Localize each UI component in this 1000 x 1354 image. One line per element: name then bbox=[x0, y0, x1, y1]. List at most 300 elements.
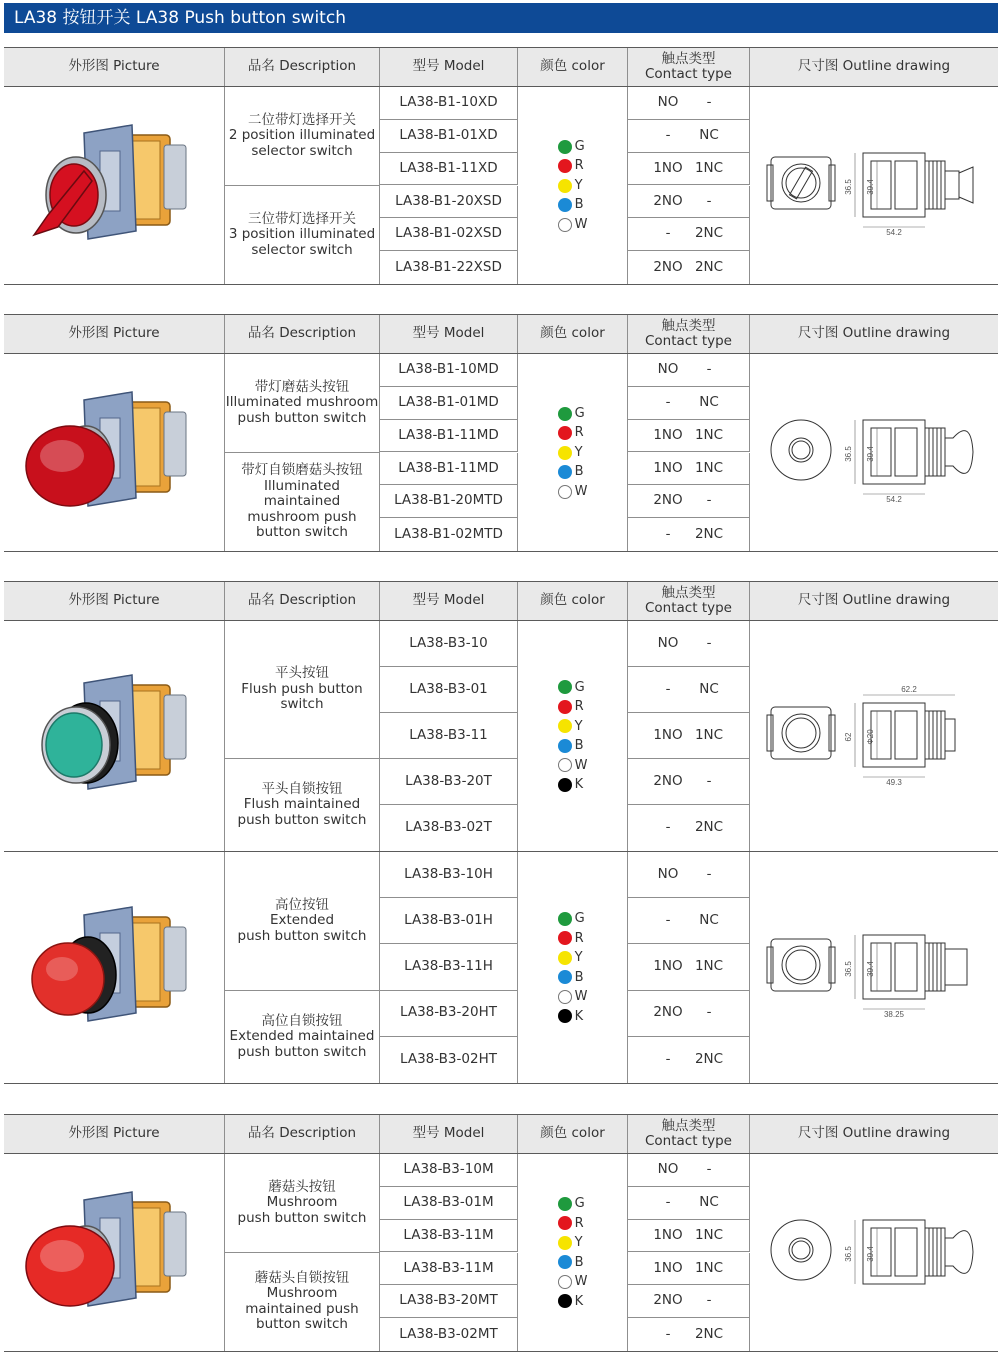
model-cell bbox=[380, 713, 518, 759]
color-code: K bbox=[574, 777, 584, 792]
contact-no: - bbox=[665, 1325, 671, 1342]
model-cell bbox=[380, 667, 518, 713]
outline-cell bbox=[750, 1154, 998, 1351]
contact-cell bbox=[628, 621, 750, 667]
contact-nc: 1NC bbox=[694, 426, 724, 443]
thread-icon bbox=[937, 428, 941, 476]
contact-values bbox=[628, 395, 749, 411]
dim-h2: Φ20 bbox=[866, 729, 875, 745]
description-line: 蘑菇头自锁按钮 bbox=[254, 1269, 350, 1286]
model-cell bbox=[380, 805, 518, 851]
contact-cell bbox=[628, 1253, 750, 1286]
header-model bbox=[380, 1115, 518, 1153]
contact-cell bbox=[628, 852, 750, 898]
contact-values bbox=[628, 428, 749, 444]
thread-icon bbox=[925, 943, 929, 991]
color-cell bbox=[518, 621, 628, 851]
color-code: W bbox=[574, 757, 588, 773]
header-outline bbox=[750, 1115, 998, 1153]
terminal-icon bbox=[164, 1212, 186, 1276]
terminal-icon bbox=[164, 695, 186, 759]
description-line: 2 position illuminated bbox=[228, 127, 376, 143]
contact-values bbox=[628, 1327, 749, 1343]
contact-nc: - bbox=[706, 772, 712, 789]
spec-table-2 bbox=[4, 314, 998, 551]
model-cell bbox=[380, 1187, 518, 1220]
picture-cell bbox=[4, 87, 225, 284]
color-code: W bbox=[574, 483, 588, 499]
thread-icon bbox=[933, 943, 937, 991]
description-text bbox=[230, 1014, 375, 1061]
color-option bbox=[558, 1009, 584, 1025]
color-list bbox=[558, 911, 588, 1024]
model-number: LA38-B3-02HT bbox=[400, 1051, 497, 1068]
description-line: 平头自锁按钮 bbox=[261, 780, 343, 797]
model-cell bbox=[380, 87, 518, 120]
contact-values bbox=[628, 774, 749, 790]
color-code: W bbox=[574, 989, 588, 1004]
dim-h1: 36.5 bbox=[844, 178, 853, 195]
color-dot-icon bbox=[558, 159, 572, 173]
spec-table-5 bbox=[4, 1114, 998, 1351]
color-list bbox=[558, 1196, 588, 1309]
front-bezel-icon bbox=[782, 164, 820, 202]
front-view-icon bbox=[771, 939, 831, 991]
description-line: Mushroom bbox=[266, 1194, 338, 1210]
description-line: mushroom push bbox=[247, 508, 357, 525]
color-dot-icon bbox=[558, 990, 572, 1004]
contact-values bbox=[628, 682, 749, 698]
contact-no: NO bbox=[657, 361, 679, 378]
dim-h2: 39.4 bbox=[866, 960, 875, 977]
outline-drawing bbox=[759, 131, 989, 241]
header-contact bbox=[628, 1115, 750, 1153]
model-number: LA38-B1-02MTD bbox=[394, 525, 503, 542]
contact-cell bbox=[628, 1154, 750, 1187]
model-cell bbox=[380, 944, 518, 990]
description-line: 带灯自锁磨菇头按钮 bbox=[241, 462, 363, 478]
header-color bbox=[518, 315, 628, 353]
contact-values bbox=[628, 1293, 749, 1309]
model-cell bbox=[380, 453, 518, 486]
header-contact-en: Contact type bbox=[645, 600, 732, 616]
outline-cell bbox=[750, 87, 998, 284]
header-contact-label bbox=[645, 1119, 732, 1150]
header-label: 型号 Model bbox=[412, 592, 485, 609]
contact-values bbox=[628, 820, 749, 836]
header-contact-label bbox=[645, 52, 732, 83]
model-cell bbox=[380, 1154, 518, 1187]
front-view-icon bbox=[771, 1220, 831, 1280]
model-number: LA38-B1-20XSD bbox=[395, 192, 502, 209]
contact-values bbox=[628, 362, 749, 378]
color-option bbox=[558, 931, 584, 947]
contact-values bbox=[628, 1261, 749, 1277]
contact-no: 1NO bbox=[653, 958, 683, 975]
model-cell bbox=[380, 251, 518, 284]
thread-icon bbox=[937, 943, 941, 991]
contact-values bbox=[628, 636, 749, 652]
model-number: LA38-B3-02MT bbox=[399, 1325, 498, 1342]
color-option bbox=[558, 758, 588, 774]
front-clip-icon bbox=[767, 947, 773, 983]
header-label: 颜色 color bbox=[540, 592, 605, 609]
contact-cell bbox=[628, 713, 750, 759]
color-option bbox=[558, 217, 588, 233]
front-view-icon bbox=[771, 420, 831, 480]
outline-drawing bbox=[759, 1198, 989, 1308]
table-bottom-border bbox=[4, 284, 998, 285]
header-contact-en: Contact type bbox=[645, 66, 732, 82]
color-code: Y bbox=[574, 718, 583, 734]
header-label: 外形图 Picture bbox=[68, 58, 160, 75]
contact-values bbox=[628, 867, 749, 883]
dim-h2: 39.4 bbox=[866, 178, 875, 195]
contact-window-icon bbox=[132, 141, 160, 219]
description-text bbox=[226, 380, 378, 427]
contact-cell bbox=[628, 120, 750, 153]
contact-no: 2NO bbox=[653, 492, 683, 509]
terminal-icon bbox=[164, 145, 186, 209]
color-code: R bbox=[574, 425, 584, 441]
description-line: 3 position illuminated bbox=[228, 226, 376, 242]
side-actuator-icon bbox=[945, 1230, 973, 1273]
contact-values bbox=[628, 1162, 749, 1178]
color-dot-icon bbox=[558, 1197, 572, 1211]
contact-nc: 2NC bbox=[694, 1325, 724, 1342]
model-cell bbox=[380, 852, 518, 898]
model-number: LA38-B3-10 bbox=[409, 634, 488, 651]
description-line: Illuminated mushroom bbox=[225, 394, 379, 410]
model-cell bbox=[380, 1220, 518, 1253]
color-option bbox=[558, 699, 584, 715]
dim-h1: 36.5 bbox=[844, 445, 853, 462]
color-list bbox=[558, 406, 588, 500]
contact-no: NO bbox=[657, 94, 679, 111]
header-description bbox=[225, 582, 380, 620]
thread-icon bbox=[929, 428, 933, 476]
thread-icon bbox=[925, 161, 929, 209]
contact-cell bbox=[628, 354, 750, 387]
header-contact-label bbox=[645, 586, 732, 617]
thread-icon bbox=[941, 161, 945, 209]
contact-no: - bbox=[665, 126, 671, 143]
contact-no: - bbox=[665, 393, 671, 410]
contact-cell bbox=[628, 991, 750, 1037]
model-number: LA38-B3-01H bbox=[404, 912, 493, 929]
header-label: 尺寸图 Outline drawing bbox=[797, 58, 951, 75]
description-line: selector switch bbox=[251, 142, 353, 159]
model-number: LA38-B1-22XSD bbox=[395, 258, 502, 275]
contact-cell bbox=[628, 1187, 750, 1220]
color-option bbox=[558, 464, 584, 480]
contact-no: 2NO bbox=[653, 1292, 683, 1309]
description-line: push button switch bbox=[237, 1209, 367, 1226]
contact-values bbox=[628, 1005, 749, 1021]
outline-drawing bbox=[759, 398, 989, 508]
header-label: 型号 Model bbox=[412, 1125, 485, 1142]
color-dot-icon bbox=[558, 1216, 572, 1230]
contact-cell bbox=[628, 186, 750, 219]
contact-window-icon bbox=[132, 923, 160, 1001]
description-cell bbox=[225, 186, 380, 285]
header-label: 外形图 Picture bbox=[68, 592, 160, 609]
color-dot-icon bbox=[558, 485, 572, 499]
contact-values bbox=[628, 1195, 749, 1211]
model-number: LA38-B1-11XD bbox=[399, 159, 498, 176]
dim-w: 54.2 bbox=[886, 227, 902, 237]
thread-icon bbox=[941, 711, 945, 759]
front-inner-icon bbox=[789, 1238, 813, 1262]
front-view-icon bbox=[771, 157, 831, 209]
color-code: G bbox=[574, 911, 585, 926]
header-contact-cn: 触点类型 bbox=[661, 584, 716, 601]
product-photo bbox=[14, 893, 214, 1043]
thread-icon bbox=[941, 943, 945, 991]
contact-nc: - bbox=[706, 361, 712, 378]
contact-cell bbox=[628, 485, 750, 518]
model-cell bbox=[380, 621, 518, 667]
thread-icon bbox=[933, 1228, 937, 1276]
description-line: switch bbox=[280, 696, 324, 713]
contact-no: 1NO bbox=[653, 1226, 683, 1243]
color-dot-icon bbox=[558, 700, 572, 714]
color-option bbox=[558, 197, 584, 213]
front-inner-icon bbox=[789, 438, 813, 462]
model-cell bbox=[380, 518, 518, 551]
cap-highlight-icon bbox=[40, 440, 84, 472]
model-number: LA38-B3-20MT bbox=[399, 1292, 498, 1309]
color-dot-icon bbox=[558, 931, 572, 945]
color-dot-icon bbox=[558, 140, 572, 154]
terminal-icon bbox=[164, 412, 186, 476]
header-contact bbox=[628, 582, 750, 620]
description-line: 三位带灯选择开关 bbox=[247, 210, 356, 227]
spec-table-1 bbox=[4, 47, 998, 284]
product-photo bbox=[14, 661, 214, 811]
model-cell bbox=[380, 759, 518, 805]
color-dot-icon bbox=[558, 970, 572, 984]
product-photo bbox=[14, 378, 214, 528]
header-contact-cn: 触点类型 bbox=[661, 317, 716, 334]
contact-nc: - bbox=[706, 634, 712, 651]
color-code: W bbox=[574, 216, 588, 232]
table-bottom-border bbox=[4, 1351, 998, 1352]
contact-cell bbox=[628, 805, 750, 851]
color-option bbox=[558, 178, 583, 194]
thread-icon bbox=[925, 1228, 929, 1276]
color-code: R bbox=[574, 1215, 584, 1231]
color-option bbox=[558, 139, 585, 155]
side-actuator-icon bbox=[945, 719, 955, 751]
description-text bbox=[238, 898, 367, 945]
description-cell bbox=[225, 852, 380, 991]
model-cell bbox=[380, 120, 518, 153]
header-model bbox=[380, 48, 518, 86]
header-label: 尺寸图 Outline drawing bbox=[797, 1125, 951, 1142]
contact-no: NO bbox=[657, 1161, 679, 1178]
front-inner2-icon bbox=[792, 1241, 810, 1259]
picture-cell bbox=[4, 354, 225, 551]
color-code: G bbox=[574, 138, 585, 154]
color-code: B bbox=[574, 1254, 584, 1270]
color-code: B bbox=[574, 969, 584, 985]
header-model bbox=[380, 582, 518, 620]
color-dot-icon bbox=[558, 465, 572, 479]
header-label: 品名 Description bbox=[247, 58, 357, 75]
model-cell bbox=[380, 153, 518, 186]
color-code: K bbox=[574, 1008, 584, 1024]
header-label: 颜色 color bbox=[540, 325, 605, 342]
description-line: Flush maintained bbox=[243, 796, 361, 813]
header-description bbox=[225, 1115, 380, 1153]
color-dot-icon bbox=[558, 426, 572, 440]
model-number: LA38-B1-11MD bbox=[398, 459, 499, 476]
header-label: 颜色 color bbox=[540, 58, 605, 75]
model-number: LA38-B3-01 bbox=[409, 680, 488, 697]
outline-cell bbox=[750, 354, 998, 551]
outline-cell bbox=[750, 852, 998, 1083]
model-number: LA38-B3-11M bbox=[403, 1226, 494, 1243]
description-text bbox=[238, 782, 367, 829]
contact-nc: NC bbox=[699, 1193, 719, 1210]
side-block2-icon bbox=[895, 161, 917, 209]
dim-top: 62.2 bbox=[901, 685, 917, 694]
description-line: push button switch bbox=[237, 409, 367, 426]
model-number: LA38-B1-10MD bbox=[398, 361, 499, 378]
color-dot-icon bbox=[558, 1294, 572, 1308]
model-cell bbox=[380, 1285, 518, 1318]
contact-nc: 1NC bbox=[694, 1259, 724, 1276]
color-dot-icon bbox=[558, 1009, 572, 1023]
color-option bbox=[558, 989, 588, 1005]
model-cell bbox=[380, 218, 518, 251]
product-photo bbox=[14, 111, 214, 261]
color-option bbox=[558, 777, 584, 793]
contact-nc: 1NC bbox=[694, 958, 724, 975]
contact-no: 1NO bbox=[653, 459, 683, 476]
color-dot-icon bbox=[558, 680, 572, 694]
picture-cell bbox=[4, 1154, 225, 1351]
color-dot-icon bbox=[558, 912, 572, 926]
contact-no: 1NO bbox=[653, 726, 683, 743]
color-option bbox=[558, 484, 588, 500]
description-line: button switch bbox=[256, 524, 348, 540]
page-title: LA38 按钮开关 LA38 Push button switch bbox=[14, 8, 346, 28]
contact-values bbox=[628, 1052, 749, 1068]
description-line: 二位带灯选择开关 bbox=[247, 111, 356, 128]
dim-w: 49.3 bbox=[886, 778, 902, 787]
color-code: G bbox=[574, 1196, 585, 1211]
description-line: button switch bbox=[256, 1316, 348, 1333]
color-option bbox=[558, 1255, 584, 1271]
description-text bbox=[238, 1180, 367, 1227]
color-option bbox=[558, 680, 585, 696]
title-banner bbox=[4, 3, 998, 33]
contact-cell bbox=[628, 1318, 750, 1351]
cap-highlight-icon bbox=[46, 957, 78, 981]
contact-values bbox=[628, 959, 749, 975]
header-label: 型号 Model bbox=[412, 325, 485, 342]
thread-icon bbox=[929, 711, 933, 759]
description-line: 高位自锁按钮 bbox=[261, 1012, 343, 1029]
color-code: B bbox=[574, 197, 584, 213]
contact-nc: - bbox=[706, 492, 712, 509]
description-line: 带灯磨菇头按钮 bbox=[254, 378, 350, 395]
color-dot-icon bbox=[558, 739, 572, 753]
model-number: LA38-B3-11M bbox=[403, 1259, 494, 1276]
thread-icon bbox=[941, 428, 945, 476]
model-number: LA38-B1-10XD bbox=[399, 94, 498, 111]
contact-no: - bbox=[665, 225, 671, 242]
contact-nc: 1NC bbox=[694, 1226, 724, 1243]
thread-icon bbox=[929, 161, 933, 209]
spec-table-4 bbox=[4, 851, 998, 1083]
contact-values bbox=[628, 194, 749, 210]
header-label: 型号 Model bbox=[412, 58, 485, 75]
color-option bbox=[558, 911, 585, 927]
model-cell bbox=[380, 1037, 518, 1083]
color-dot-icon bbox=[558, 218, 572, 232]
model-number: LA38-B1-01MD bbox=[398, 393, 499, 410]
side-actuator-icon bbox=[945, 171, 959, 199]
color-cell bbox=[518, 87, 628, 284]
header-description bbox=[225, 48, 380, 86]
thread-icon bbox=[925, 711, 929, 759]
color-option bbox=[558, 738, 584, 754]
header-contact-cn: 触点类型 bbox=[661, 1117, 716, 1134]
color-code: B bbox=[574, 738, 584, 753]
header-contact bbox=[628, 315, 750, 353]
color-dot-icon bbox=[558, 778, 572, 792]
description-text bbox=[229, 113, 375, 160]
description-line: 平头按钮 bbox=[275, 665, 329, 682]
description-text bbox=[229, 212, 375, 259]
thread-icon bbox=[929, 943, 933, 991]
header-contact-en: Contact type bbox=[645, 333, 732, 349]
header-label: 颜色 color bbox=[540, 1125, 605, 1142]
color-code: W bbox=[574, 1274, 588, 1289]
model-number: LA38-B3-20T bbox=[405, 772, 492, 789]
contact-nc: - bbox=[706, 192, 712, 209]
contact-no: - bbox=[665, 912, 671, 929]
description-line: Illuminated maintained bbox=[263, 477, 341, 509]
outline-cell bbox=[750, 621, 998, 851]
dim-w: 54.2 bbox=[886, 494, 902, 504]
terminal-icon bbox=[164, 927, 186, 991]
contact-nc: NC bbox=[699, 393, 719, 410]
color-option bbox=[558, 425, 584, 441]
color-option bbox=[558, 445, 583, 461]
contact-cell bbox=[628, 944, 750, 990]
model-cell bbox=[380, 485, 518, 518]
contact-values bbox=[628, 527, 749, 543]
contact-no: - bbox=[665, 1051, 671, 1068]
color-cell bbox=[518, 1154, 628, 1351]
header-label: 外形图 Picture bbox=[68, 325, 160, 342]
contact-cell bbox=[628, 898, 750, 944]
color-code: R bbox=[574, 930, 584, 946]
description-cell bbox=[225, 354, 380, 453]
header-picture bbox=[4, 315, 225, 353]
color-option bbox=[558, 1216, 584, 1232]
header-outline bbox=[750, 48, 998, 86]
thread-icon bbox=[933, 161, 937, 209]
contact-values bbox=[628, 461, 749, 477]
description-text bbox=[225, 463, 379, 541]
product-photo bbox=[14, 1178, 214, 1328]
dim-h2: 39.4 bbox=[866, 445, 875, 462]
